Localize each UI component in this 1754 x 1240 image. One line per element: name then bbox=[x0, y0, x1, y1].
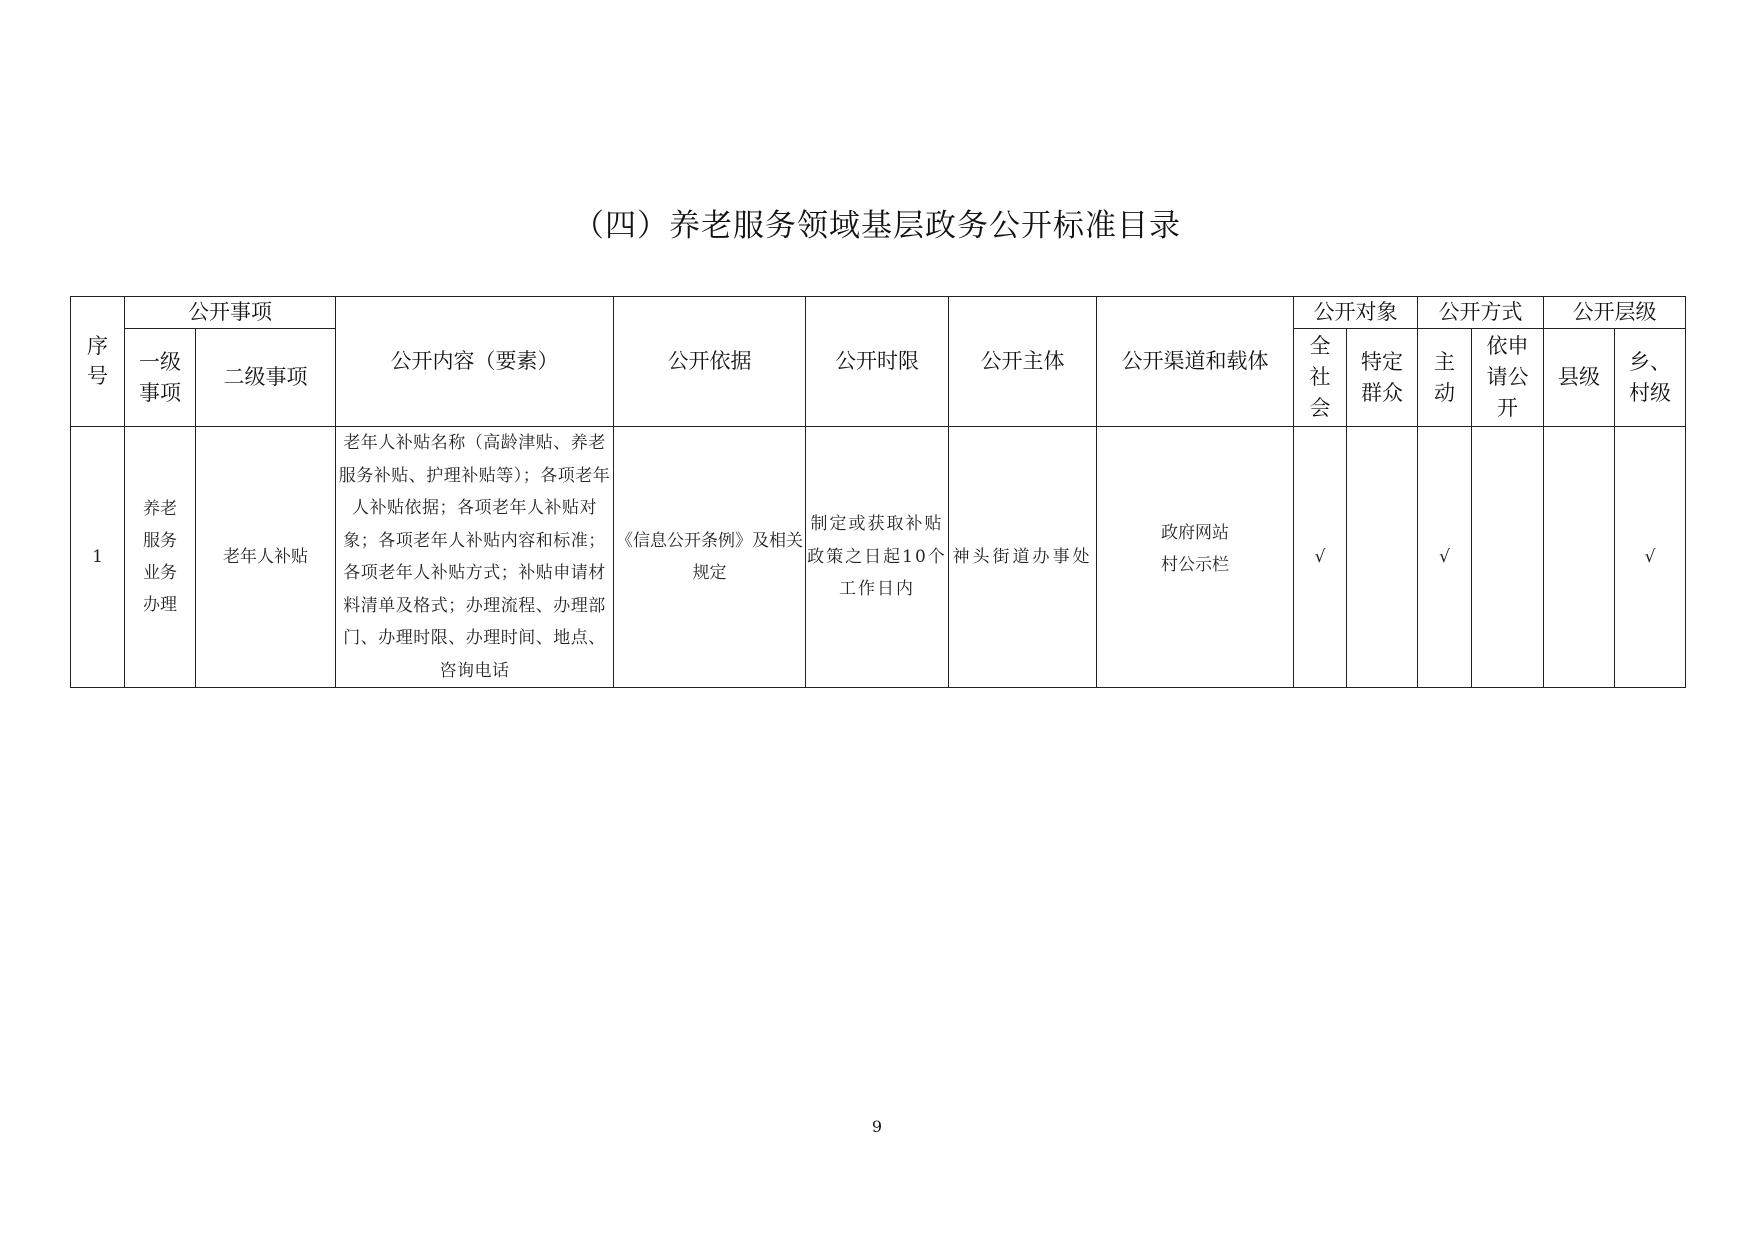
row-level-town-check: √ bbox=[1615, 427, 1686, 688]
header-target-specific bbox=[1347, 329, 1418, 427]
header-seq bbox=[71, 297, 125, 427]
header-level-town-label: 乡、村级 bbox=[1629, 349, 1671, 405]
header-items-group: 公开事项 bbox=[125, 297, 336, 329]
header-method-group: 公开方式 bbox=[1418, 297, 1544, 329]
row-target-specific-check bbox=[1347, 427, 1418, 688]
row-channel-line1: 政府网站 bbox=[1161, 522, 1229, 543]
header-target-all bbox=[1294, 329, 1347, 427]
row-level1 bbox=[125, 427, 196, 688]
page-number: 9 bbox=[871, 1117, 883, 1136]
header-method-apply bbox=[1472, 329, 1544, 427]
header-level-county: 县级 bbox=[1544, 329, 1615, 427]
header-target-specific-label: 特定群众 bbox=[1361, 349, 1403, 405]
header-subject: 公开主体 bbox=[949, 297, 1097, 427]
header-channel: 公开渠道和载体 bbox=[1097, 297, 1294, 427]
row-time-limit: 制定或获取补贴政策之日起10个工作日内 bbox=[806, 427, 949, 688]
row-level1-text: 养老服务业务办理 bbox=[143, 498, 177, 615]
header-level1 bbox=[125, 329, 196, 427]
row-channel-line2: 村公示栏 bbox=[1161, 555, 1229, 575]
header-level2: 二级事项 bbox=[196, 329, 336, 427]
header-content: 公开内容（要素） bbox=[336, 297, 614, 427]
catalog-table bbox=[70, 296, 1686, 688]
row-level2: 老年人补贴 bbox=[196, 427, 336, 688]
row-seq: 1 bbox=[71, 427, 125, 688]
header-level-town bbox=[1615, 329, 1686, 427]
header-basis: 公开依据 bbox=[614, 297, 806, 427]
row-content: 老年人补贴名称（高龄津贴、养老服务补贴、护理补贴等）；各项老年人补贴依据；各项老年人补贴对象；各项老年人补贴内容和标准；各项老年人补贴方式；补贴申请材料清单及格式；办理流程、办理部门、办理时限、办理时间、地点、咨询电话 bbox=[336, 427, 614, 688]
row-target-all-check: √ bbox=[1294, 427, 1347, 688]
table-row bbox=[71, 427, 1686, 688]
header-method-active bbox=[1418, 329, 1472, 427]
row-channel bbox=[1097, 427, 1294, 688]
row-level-county-check bbox=[1544, 427, 1615, 688]
page-title: （四）养老服务领域基层政务公开标准目录 bbox=[573, 208, 1181, 244]
header-level-group: 公开层级 bbox=[1544, 297, 1686, 329]
row-subject: 神头街道办事处 bbox=[949, 427, 1097, 688]
header-target-group: 公开对象 bbox=[1294, 297, 1418, 329]
header-level1-label: 一级事项 bbox=[139, 349, 181, 405]
header-method-active-label: 主动 bbox=[1434, 349, 1455, 405]
row-method-apply-check bbox=[1472, 427, 1544, 688]
header-target-all-label: 全社会 bbox=[1309, 334, 1331, 420]
row-basis: 《信息公开条例》及相关规定 bbox=[614, 427, 806, 688]
header-method-apply-label: 依申请公开 bbox=[1486, 334, 1529, 420]
header-seq-label: 序号 bbox=[87, 334, 108, 388]
header-time-limit: 公开时限 bbox=[806, 297, 949, 427]
row-method-active-check: √ bbox=[1418, 427, 1472, 688]
